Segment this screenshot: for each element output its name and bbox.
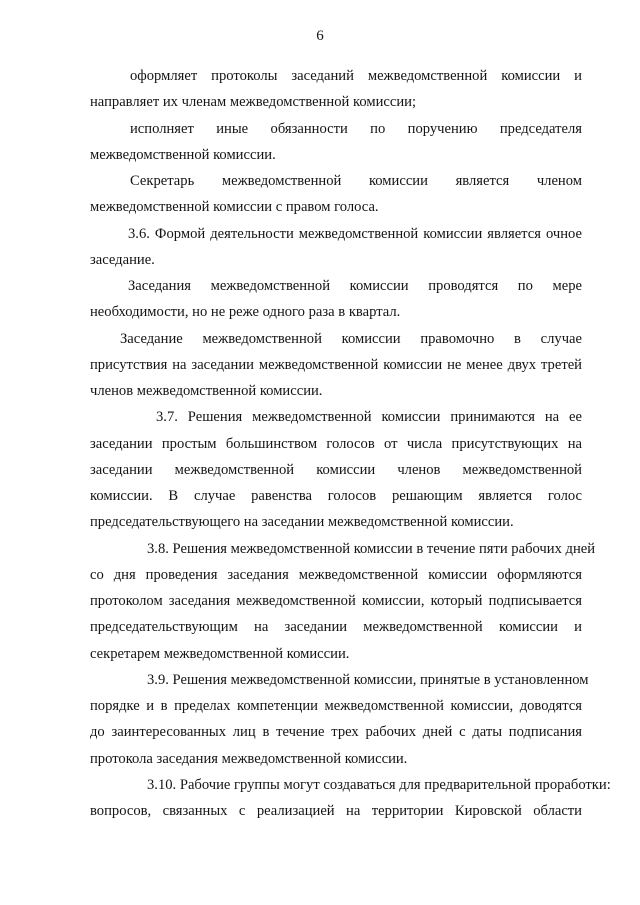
text-line: необходимости, но не реже одного раза в квартал. [90,304,401,320]
text-line: председательствующего на заседании межведомственной комиссии. [90,514,514,530]
text-line: председательствующим на заседании межведомственной комиссии и [90,619,582,635]
text-line: протоколом заседания межведомственной комиссии, который подписывается [90,593,582,609]
text-line: 3.10. Рабочие группы могут создаваться для предварительной проработки: [147,777,611,793]
text-line: оформляет протоколы заседаний межведомственной комиссии и [130,68,582,84]
text-line: присутствия на заседании межведомственной комиссии не менее двух третей [90,357,582,373]
text-line: заседании простым большинством голосов от числа присутствующих на [90,436,582,452]
text-line: межведомственной комиссии. [90,147,276,163]
text-line: заседании межведомственной комиссии членов межведомственной [90,462,582,478]
text-line: порядке и в пределах компетенции межведомственной комиссии, доводятся [90,698,582,714]
text-line: межведомственной комиссии с правом голоса. [90,199,379,215]
text-line: Заседание межведомственной комиссии правомочно в случае [120,331,582,347]
text-line: 3.9. Решения межведомственной комиссии, принятые в установленном [147,672,589,688]
text-line: протокола заседания межведомственной комиссии. [90,751,408,767]
text-line: Заседания межведомственной комиссии проводятся по мере [128,278,582,294]
text-line: Секретарь межведомственной комиссии является членом [130,173,582,189]
text-line: направляет их членам межведомственной комиссии; [90,94,417,110]
page-number: 6 [316,28,324,44]
text-line: исполняет иные обязанности по поручению председателя [130,121,582,137]
text-line: 3.8. Решения межведомственной комиссии в течение пяти рабочих дней [147,541,596,557]
text-line: заседание. [90,252,155,268]
text-line: секретарем межведомственной комиссии. [90,646,350,662]
text-line: 3.7. Решения межведомственной комиссии принимаются на ее [156,409,582,425]
text-line: 3.6. Формой деятельности межведомственной комиссии является очное [128,226,582,242]
text-line: вопросов, связанных с реализацией на территории Кировской области [90,803,582,819]
text-line: со дня проведения заседания межведомственной комиссии оформляются [90,567,582,583]
text-line: комиссии. В случае равенства голосов решающим является голос [90,488,582,504]
text-line: до заинтересованных лиц в течение трех рабочих дней с даты подписания [90,724,582,740]
text-line: членов межведомственной комиссии. [90,383,323,399]
